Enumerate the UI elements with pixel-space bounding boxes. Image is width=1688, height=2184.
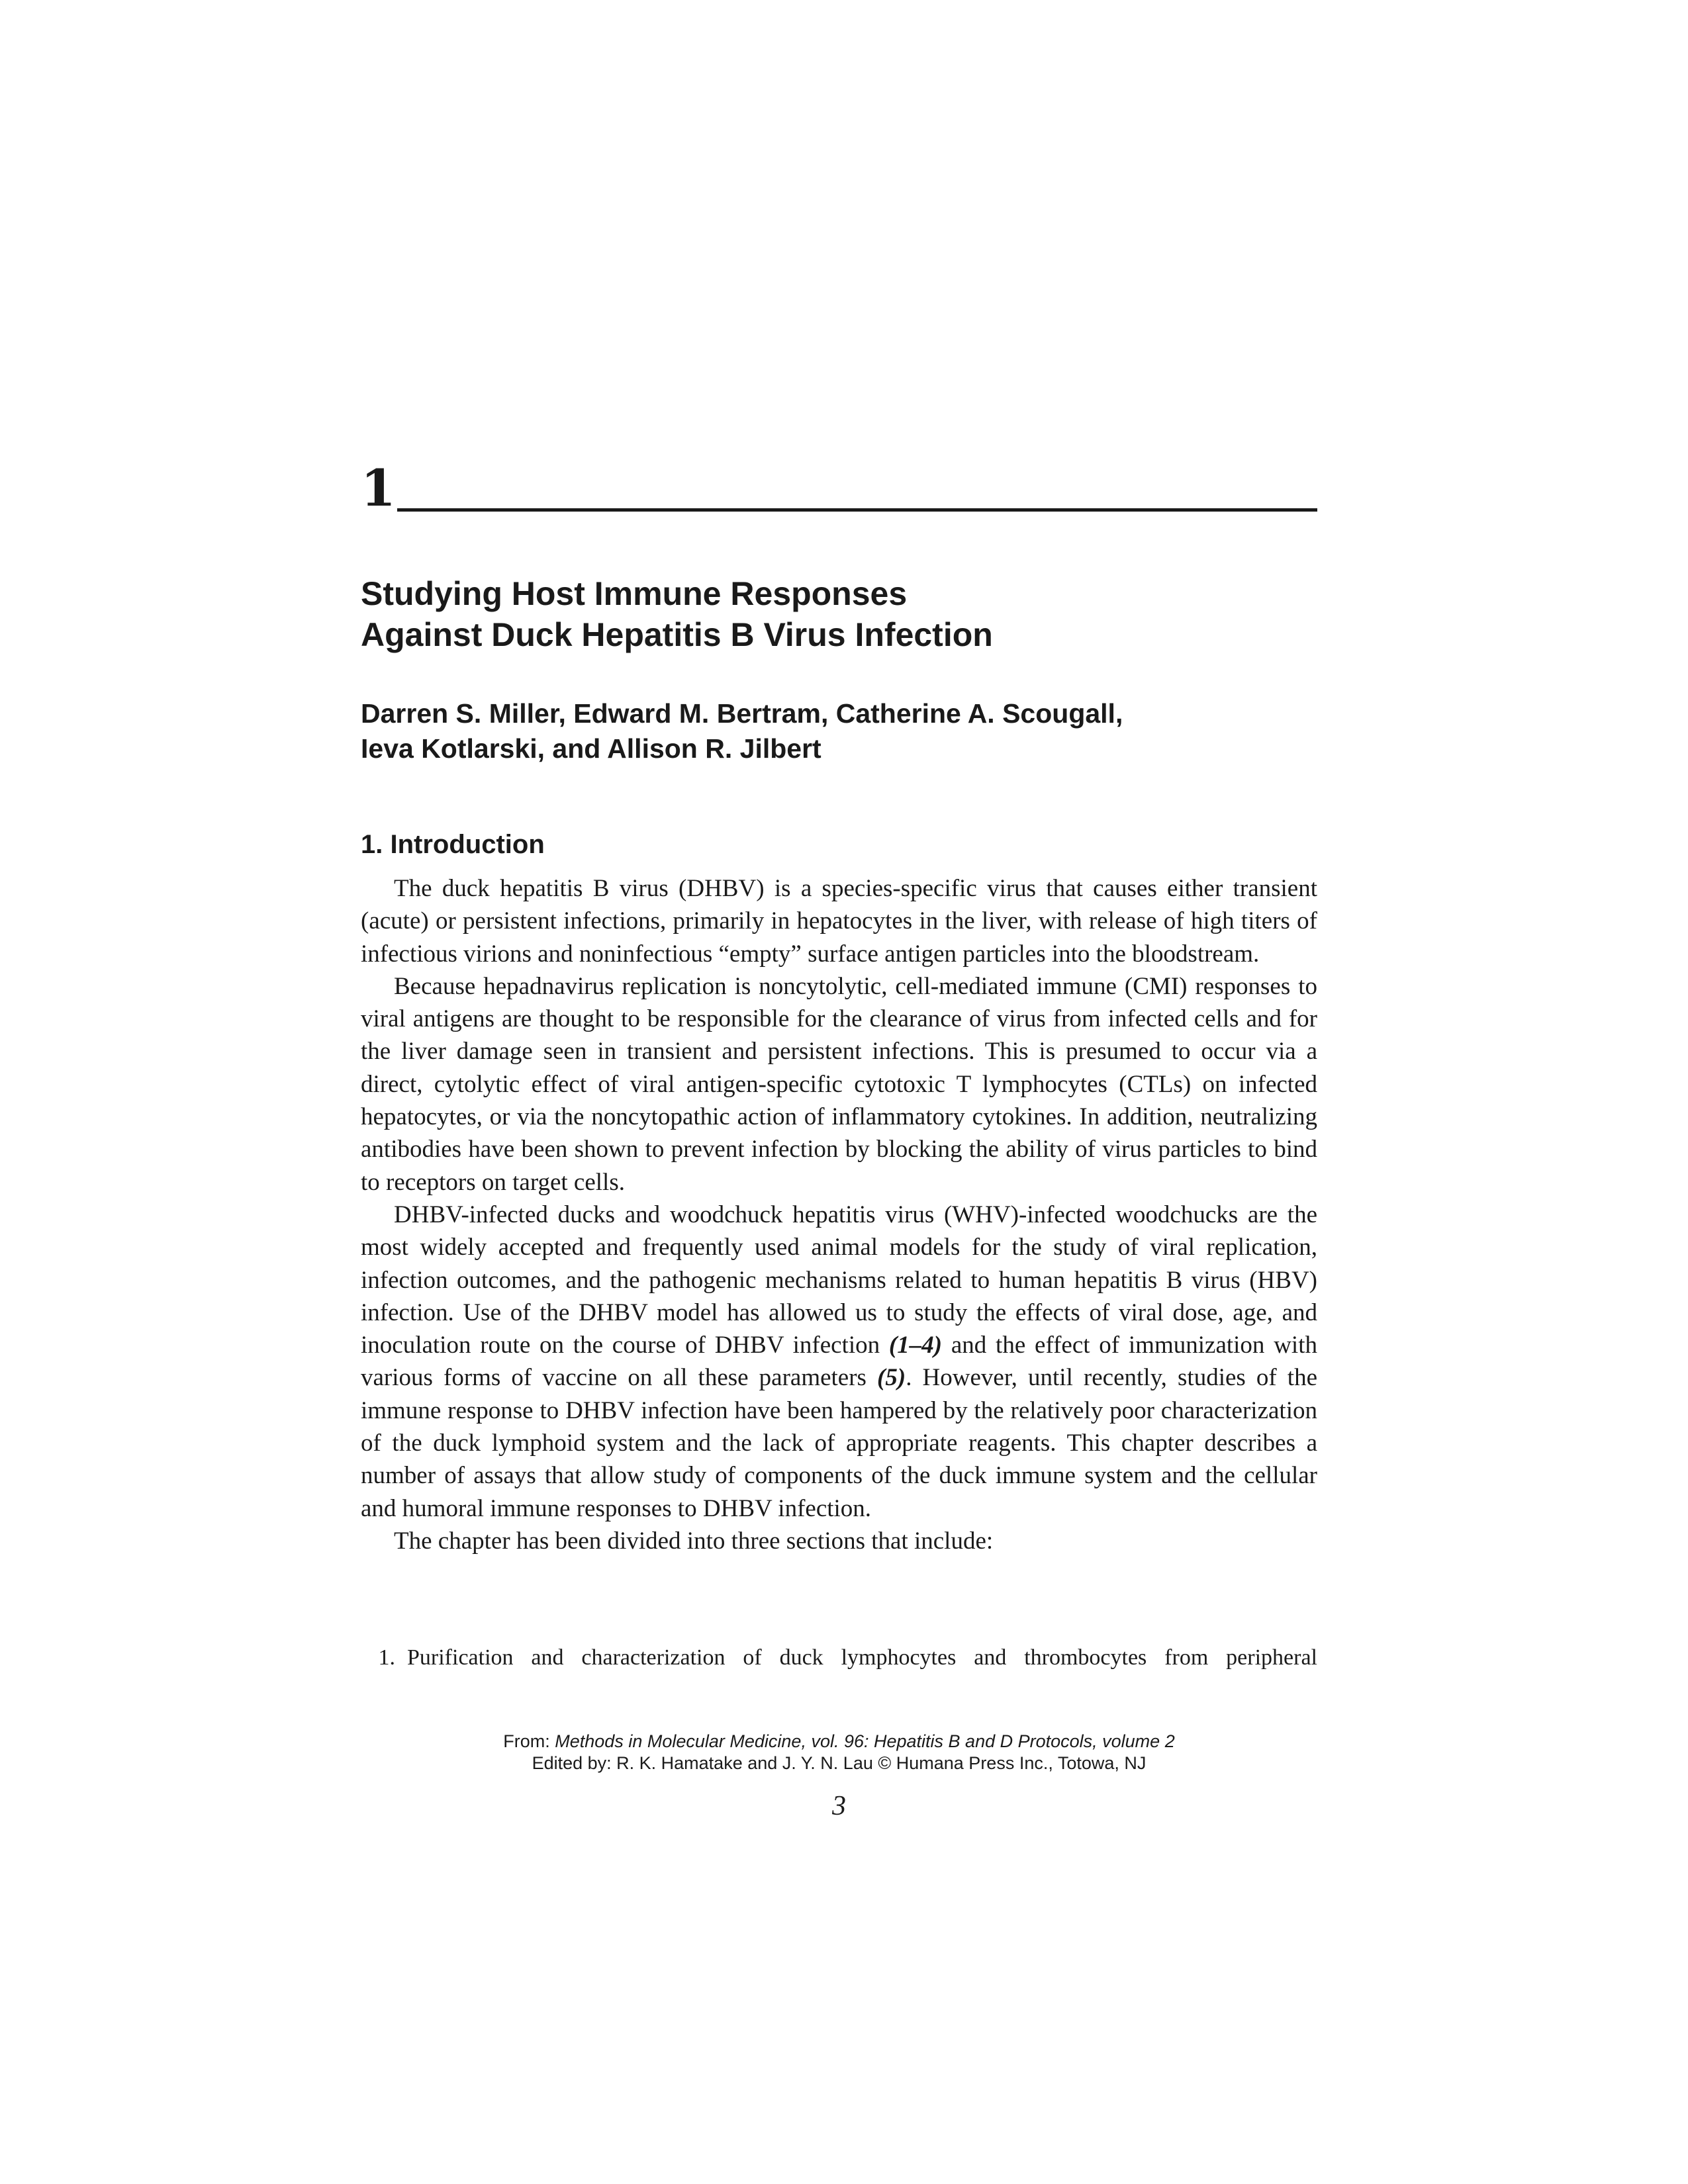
author-list <box>361 696 1354 766</box>
authors-line-1: Darren S. Miller, Edward M. Bertram, Catherine A. Scougall, <box>361 698 1123 729</box>
citation-1-4: (1–4) <box>888 1332 943 1359</box>
chapter-title-line-2: Against Duck Hepatitis B Virus Infection <box>361 616 993 653</box>
chapter-rule <box>397 508 1317 512</box>
footer-from-label: From: <box>503 1731 555 1751</box>
authors-line-2: Ieva Kotlarski, and Allison R. Jilbert <box>361 733 821 764</box>
chapter-title-line-1: Studying Host Immune Responses <box>361 575 908 612</box>
list-item-text: Purification and characterization of duck lymphocytes and thrombocytes from peripheral <box>407 1645 1317 1670</box>
paragraph-2: Because hepadnavirus replication is noncytolytic, cell-mediated immune (CMI) responses to viral antigens are thought to be responsible for the clearance of virus from infected cells and for the liver damage seen in transient and persistent infections. This is presumed to occur via a direct, cytolytic effect of viral antigen-specific cytotoxic T lymphocytes (CTLs) on infected hepatocytes, or via the noncytopathic action of inflammatory cytokines. In addition, neutralizing antibodies have been shown to prevent infection by blocking the ability of virus particles to bind to receptors on target cells. <box>361 972 1317 1196</box>
footer-source-title: Methods in Molecular Medicine, vol. 96: Hepatitis B and D Protocols, volume 2 <box>555 1731 1175 1751</box>
footer-source-line <box>361 1731 1317 1752</box>
section-heading: 1. Introduction <box>361 830 545 859</box>
footer-edited-line: Edited by: R. K. Hamatake and J. Y. N. Lau © Humana Press Inc., Totowa, NJ <box>532 1753 1147 1773</box>
paragraph-3-text-a: DHBV-infected ducks and woodchuck hepatitis virus (WHV)-infected woodchucks are the most widely accepted and frequently used animal models for the study of viral replication, infection outcomes, and the pathogenic mechanisms related to human hepatitis B virus (HBV) infection. Use of the DHBV model has allowed us to study the effects of viral dose, age, and inoculation route on the course of DHBV infection <box>361 1201 1317 1359</box>
citation-5: (5) <box>877 1364 906 1392</box>
body-text <box>361 872 1317 1557</box>
paragraph-3-text-c: . However, until recently, studies of the immune response to DHBV infection have been hampered by the relatively poor characterization of the duck lymphoid system and the lack of appropriate reagents. This chapter describes a number of assays that allow study of components of the duck immune system and the cellular and humoral immune responses to DHBV infection. <box>361 1364 1317 1522</box>
list-item <box>361 1643 1317 1673</box>
page-number: 3 <box>832 1791 846 1821</box>
chapter-title <box>361 573 1354 655</box>
paragraph-1: The duck hepatitis B virus (DHBV) is a species-specific virus that causes either transient (acute) or persistent infections, primarily in hepatocytes in the liver, with release of high titers of infectious virions and noninfectious “empty” surface antigen particles into the bloodstream. <box>361 875 1317 968</box>
paragraph-3-text-b: and the effect of immunization with various forms of vaccine on all these parameters <box>361 1332 1317 1392</box>
source-footer <box>361 1731 1317 1774</box>
numbered-list <box>361 1643 1317 1673</box>
chapter-number: 1 <box>361 459 396 518</box>
list-item-number: 1. <box>378 1645 395 1670</box>
paragraph-4: The chapter has been divided into three sections that include: <box>394 1527 994 1555</box>
paragraph-3 <box>361 1199 1317 1525</box>
